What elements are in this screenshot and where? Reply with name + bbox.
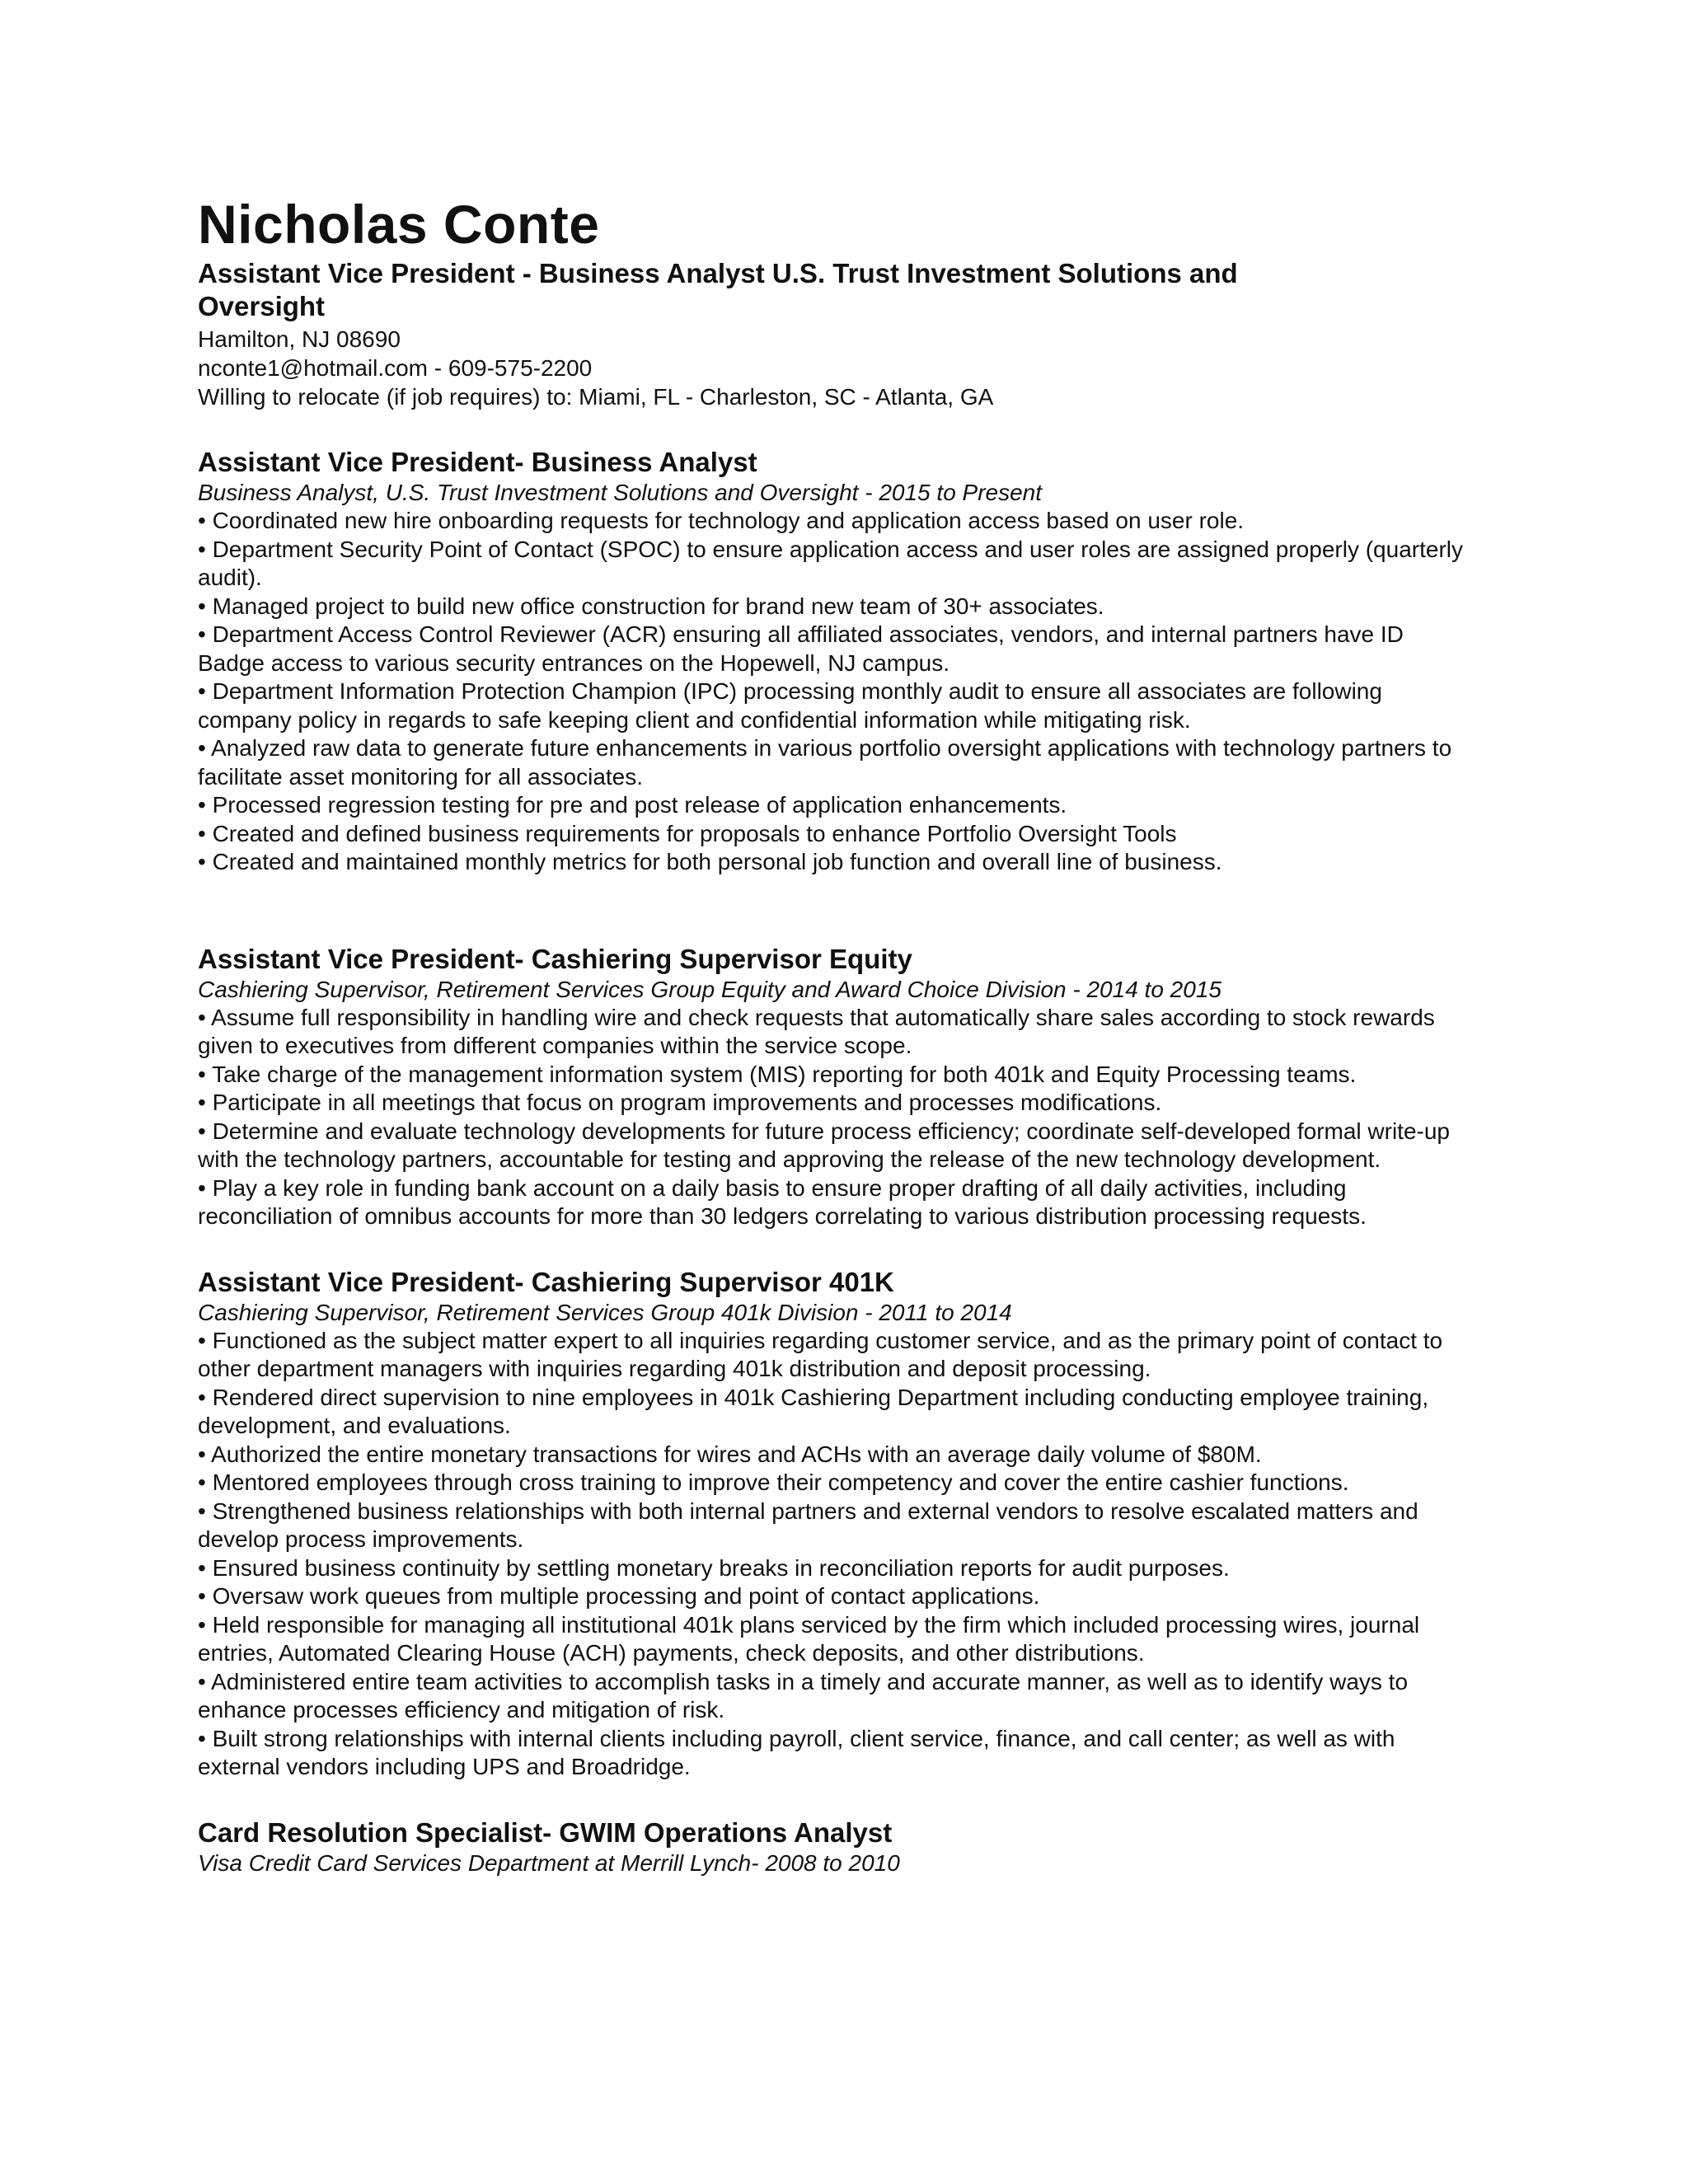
job-bullet: • Rendered direct supervision to nine employees in 401k Cashiering Department including conducting employee training, development, and evaluations. bbox=[198, 1384, 1429, 1438]
resume-page bbox=[198, 191, 1467, 1877]
candidate-name: Nicholas Conte bbox=[198, 194, 600, 255]
contact-info: nconte1@hotmail.com - 609-575-2200 bbox=[198, 355, 593, 381]
location-text: Hamilton, NJ 08690 bbox=[198, 326, 401, 352]
job-bullet: • Department Information Protection Champion (IPC) processing monthly audit to ensure all associates are following company policy in regards to safe keeping client and confidential information while mitigating risk. bbox=[198, 678, 1382, 733]
job-bullets bbox=[198, 1004, 1467, 1231]
job-section-1 bbox=[198, 446, 1467, 877]
job-bullet: • Oversaw work queues from multiple processing and point of contact applications. bbox=[198, 1583, 1040, 1609]
job-section-4 bbox=[198, 1816, 1467, 1877]
job-bullet: • Ensured business continuity by settling monetary breaks in reconciliation reports for audit purposes. bbox=[198, 1554, 1230, 1581]
job-bullet: • Play a key role in funding bank account on a daily basis to ensure proper drafting of all daily activities, including reconciliation of omnibus accounts for more than 30 ledgers correlating to various distribution processing requests. bbox=[198, 1174, 1367, 1229]
job-bullets bbox=[198, 1327, 1467, 1782]
relocation-text: Willing to relocate (if job requires) to: Miami, FL - Charleston, SC - Atlanta, GA bbox=[198, 384, 994, 410]
job-subtitle: Business Analyst, U.S. Trust Investment Solutions and Oversight - 2015 to Present bbox=[198, 480, 1043, 505]
job-bullet: • Analyzed raw data to generate future enhancements in various portfolio oversight applications with technology partners to facilitate asset monitoring for all associates. bbox=[198, 735, 1452, 790]
candidate-headline: Assistant Vice President - Business Analyst U.S. Trust Investment Solutions and Oversight bbox=[198, 258, 1238, 321]
job-section-3 bbox=[198, 1266, 1467, 1782]
job-bullet: • Created and maintained monthly metrics for both personal job function and overall line of business. bbox=[198, 849, 1222, 874]
job-title: Card Resolution Specialist- GWIM Operations Analyst bbox=[198, 1816, 893, 1848]
job-bullets bbox=[198, 507, 1467, 877]
job-bullet: • Authorized the entire monetary transactions for wires and ACHs with an average daily volume of $80M. bbox=[198, 1441, 1262, 1467]
job-bullet: • Created and defined business requirements for proposals to enhance Portfolio Oversight Tools bbox=[198, 820, 1177, 846]
job-subtitle: Cashiering Supervisor, Retirement Services Group 401k Division - 2011 to 2014 bbox=[198, 1299, 1012, 1325]
contact-block bbox=[198, 325, 1467, 411]
job-bullet: • Coordinated new hire onboarding requests for technology and application access based on user role. bbox=[198, 508, 1245, 533]
job-title: Assistant Vice President- Business Analyst bbox=[198, 447, 757, 477]
job-bullet: • Processed regression testing for pre and post release of application enhancements. bbox=[198, 792, 1067, 818]
job-bullet: • Assume full responsibility in handling wire and check requests that automatically share sales according to stock rewards given to executives from different companies within the service scope. bbox=[198, 1004, 1435, 1058]
job-subtitle: Visa Credit Card Services Department at Merrill Lynch- 2008 to 2010 bbox=[198, 1849, 900, 1876]
job-bullet: • Department Security Point of Contact (SPOC) to ensure application access and user roles are assigned properly (quarterly audit). bbox=[198, 536, 1463, 590]
job-title: Assistant Vice President- Cashiering Supervisor Equity bbox=[198, 943, 912, 974]
job-bullet: • Mentored employees through cross training to improve their competency and cover the entire cashier functions. bbox=[198, 1469, 1349, 1495]
job-subtitle: Cashiering Supervisor, Retirement Services Group Equity and Award Choice Division - 2014 to 2015 bbox=[198, 976, 1221, 1002]
job-bullet: • Strengthened business relationships with both internal partners and external vendors to resolve escalated matters and develop process improvements. bbox=[198, 1497, 1418, 1552]
job-bullet: • Determine and evaluate technology developments for future process efficiency; coordinate self-developed formal write-up with the technology partners, accountable for testing and approving the release of the new technology development. bbox=[198, 1118, 1450, 1172]
job-bullet: • Managed project to build new office construction for brand new team of 30+ associates. bbox=[198, 593, 1104, 619]
job-bullet: • Held responsible for managing all institutional 401k plans serviced by the firm which included processing wires, journal entries, Automated Clearing House (ACH) payments, check deposits, and other distributions. bbox=[198, 1611, 1420, 1666]
job-section-2 bbox=[198, 943, 1467, 1231]
job-bullet: • Functioned as the subject matter expert to all inquiries regarding customer service, and as the primary point of contact to other department managers with inquiries regarding 401k distribution and deposit processing. bbox=[198, 1327, 1443, 1381]
job-bullet: • Built strong relationships with internal clients including payroll, client service, finance, and call center; as well as with external vendors including UPS and Broadridge. bbox=[198, 1725, 1395, 1779]
job-title: Assistant Vice President- Cashiering Supervisor 401K bbox=[198, 1266, 894, 1297]
job-bullet: • Take charge of the management information system (MIS) reporting for both 401k and Equity Processing teams. bbox=[198, 1061, 1357, 1087]
job-bullet: • Administered entire team activities to accomplish tasks in a timely and accurate manner, as well as to identify ways to enhance processes efficiency and mitigation of risk. bbox=[198, 1668, 1409, 1722]
job-bullet: • Department Access Control Reviewer (ACR) ensuring all affiliated associates, vendors, and internal partners have ID Badge access to various security entrances on the Hopewell, NJ campus. bbox=[198, 621, 1404, 676]
job-bullet: • Participate in all meetings that focus on program improvements and processes modifications. bbox=[198, 1090, 1162, 1115]
